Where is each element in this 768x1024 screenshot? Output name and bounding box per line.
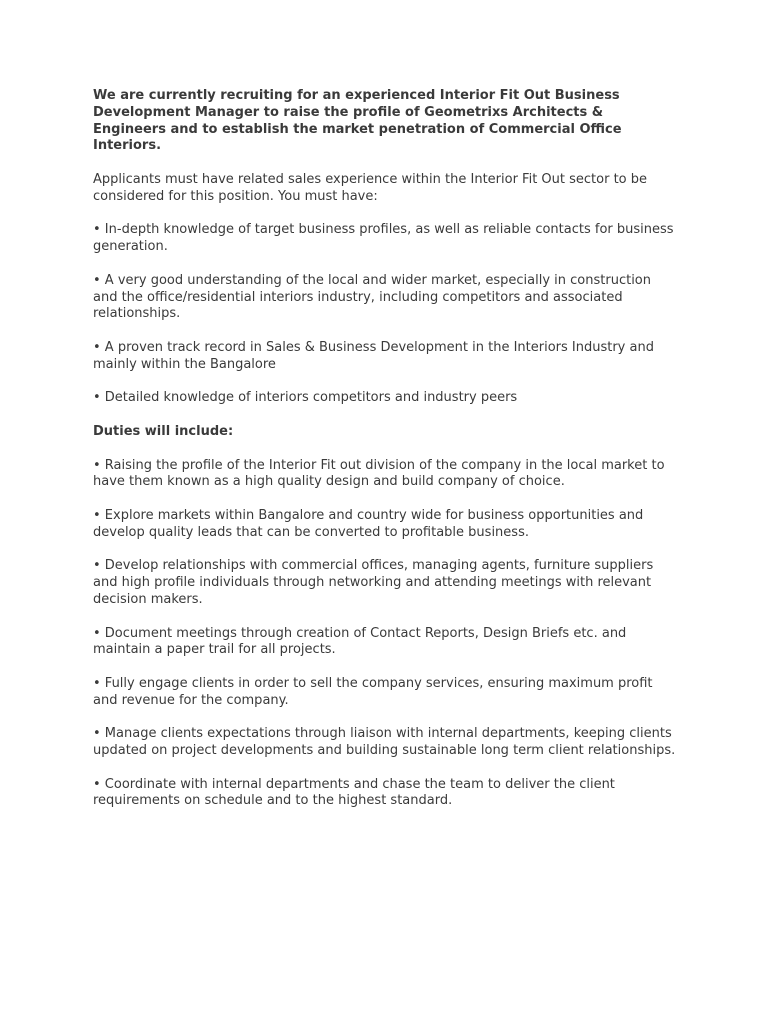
requirement-item: • Detailed knowledge of interiors competitors and industry peers: [93, 390, 518, 406]
document-page: [93, 88, 678, 827]
duty-item: • Develop relationships with commercial offices, managing agents, furniture suppliers and high profile individuals through networking and attending meetings with relevant decision makers.: [93, 558, 654, 607]
duty-item: • Document meetings through creation of Contact Reports, Design Briefs etc. and maintain a paper trail for all projects.: [93, 625, 627, 658]
requirements-lead: Applicants must have related sales experience within the Interior Fit Out sector to be considered for this position. You must have:: [93, 171, 648, 204]
requirement-item: • A very good understanding of the local and wider market, especially in construction and the office/residential interiors industry, including competitors and associated relationships.: [93, 272, 652, 322]
duty-item: • Fully engage clients in order to sell the company services, ensuring maximum profit and revenue for the company.: [93, 675, 653, 708]
requirement-item: • A proven track record in Sales & Business Development in the Interiors Industry and mainly within the Bangalore: [93, 339, 654, 372]
duty-item: • Explore markets within Bangalore and country wide for business opportunities and develop quality leads that can be converted to profitable business.: [93, 507, 644, 540]
duties-heading: Duties will include:: [93, 423, 234, 439]
intro-paragraph: We are currently recruiting for an experienced Interior Fit Out Business Development Manager to raise the profile of Geometrixs Architects & Engineers and to establish the market penetration of Commercial Office Interiors.: [93, 88, 622, 154]
requirement-item: • In-depth knowledge of target business profiles, as well as reliable contacts for business generation.: [93, 222, 674, 255]
duty-item: • Raising the profile of the Interior Fit out division of the company in the local market to have them known as a high quality design and build company of choice.: [93, 457, 665, 490]
duty-item: • Manage clients expectations through liaison with internal departments, keeping clients updated on project developments and building sustainable long term client relationships.: [93, 726, 676, 759]
duty-item: • Coordinate with internal departments and chase the team to deliver the client requirements on schedule and to the highest standard.: [93, 776, 615, 809]
